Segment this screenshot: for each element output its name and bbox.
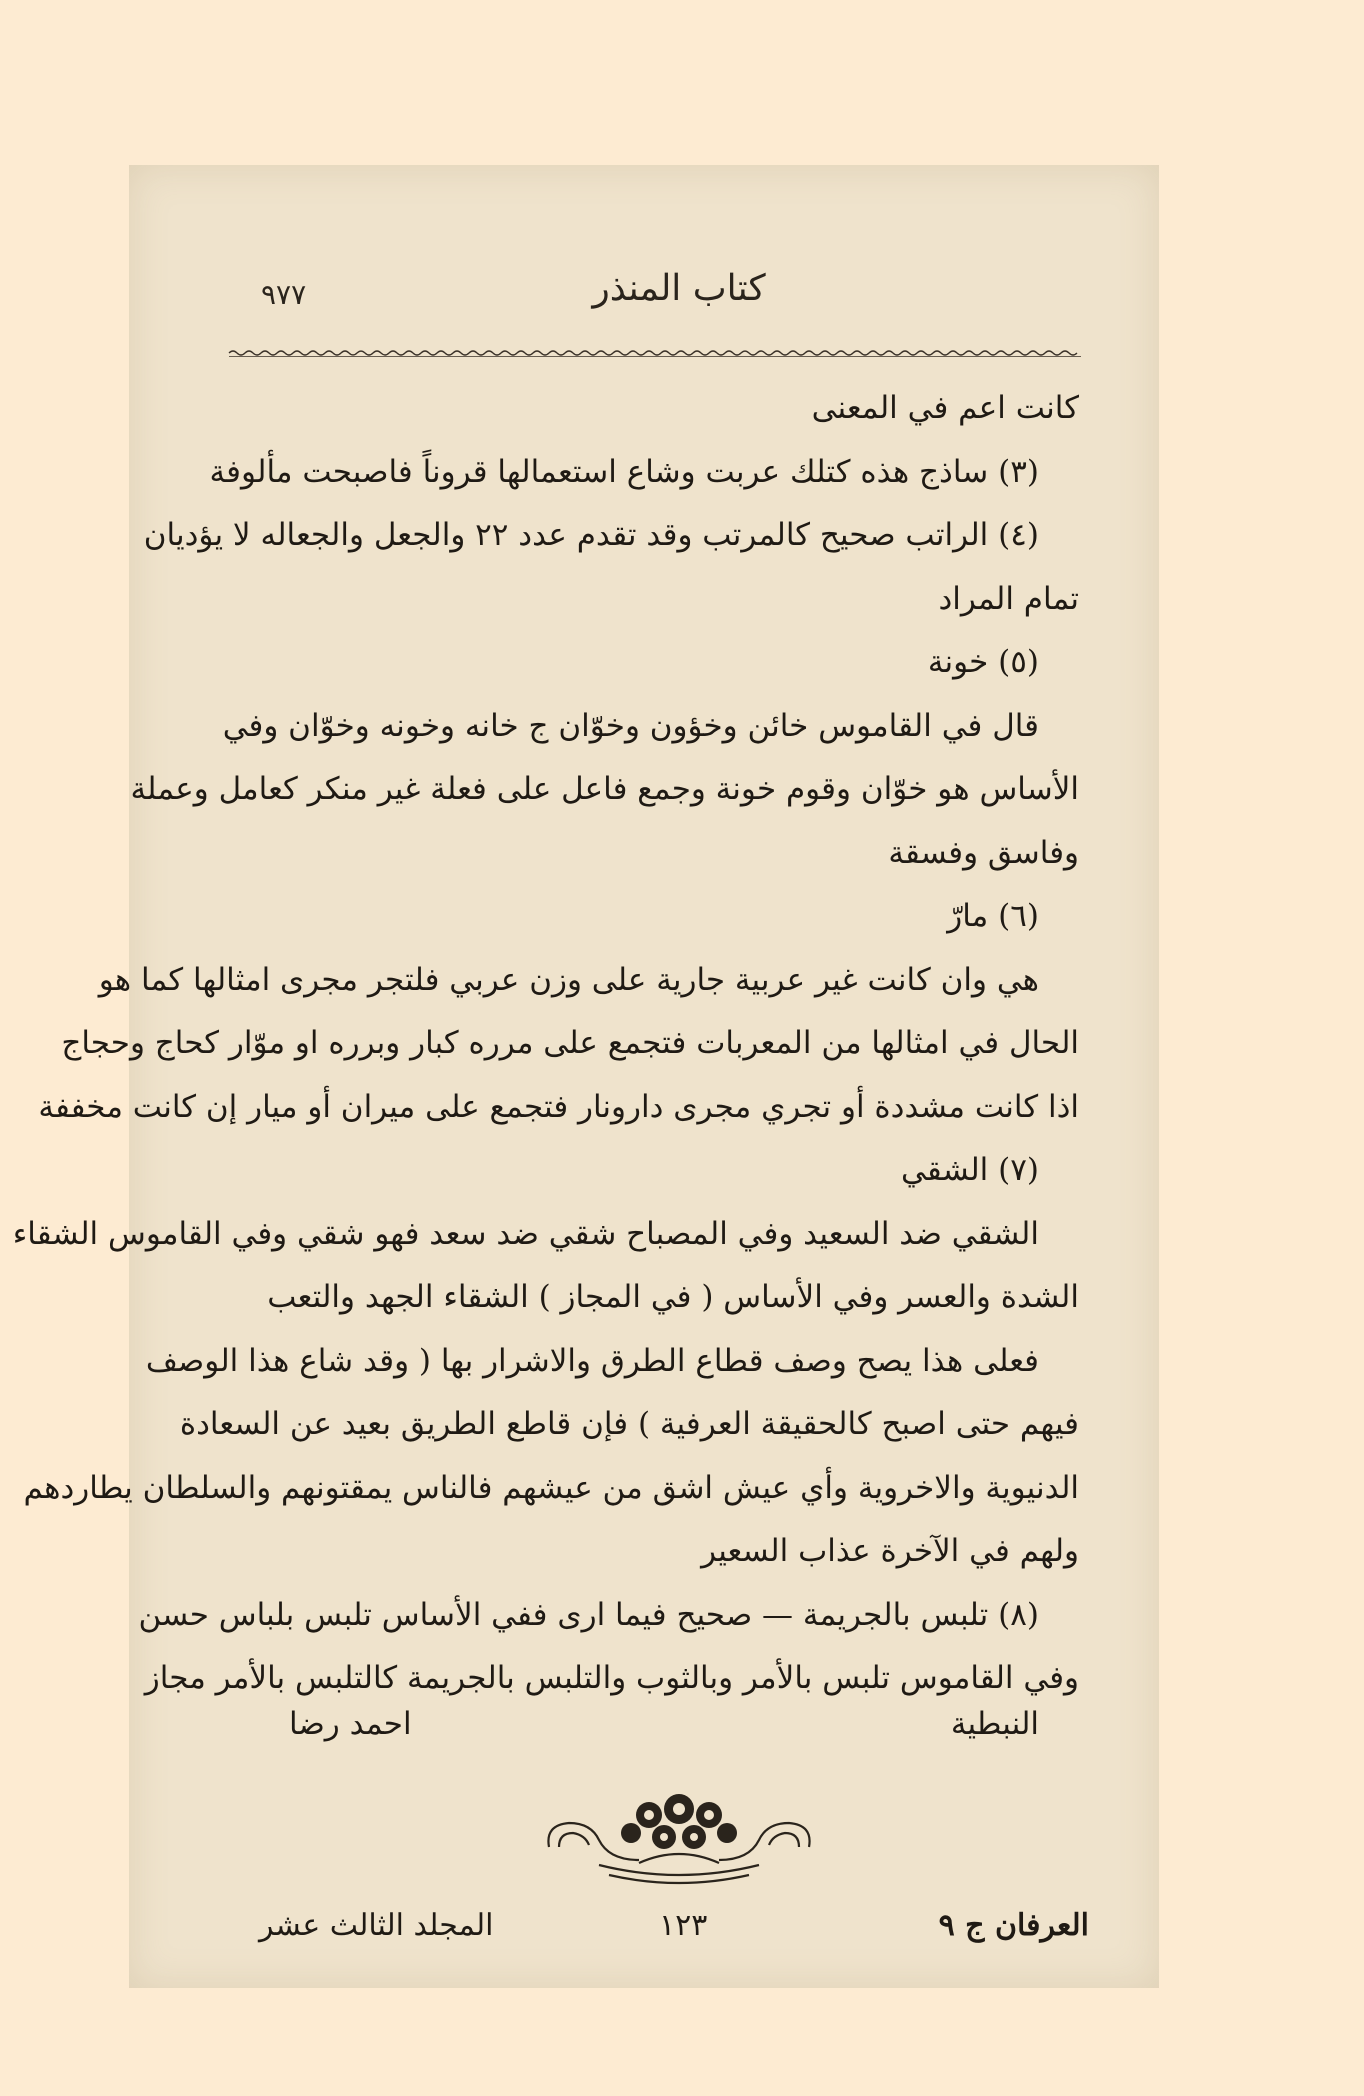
wavy-header-rule <box>229 348 1081 358</box>
body-line: الدنيوية والاخروية وأي عيش اشق من عيشهم فالناس يمقتونهم والسلطان يطاردهم <box>23 1469 1079 1506</box>
body-line: وفاسق وفسقة <box>888 834 1079 871</box>
footer-journal: العرفان ج ٩ <box>938 1908 1089 1943</box>
body-line: فيهم حتى اصبح كالحقيقة العرفية ) فإن قاطع الطريق بعيد عن السعادة <box>179 1406 1079 1442</box>
body-line: تمام المراد <box>938 580 1079 617</box>
footer-volume: المجلد الثالث عشر <box>259 1908 494 1943</box>
body-line: وفي القاموس تلبس بالأمر وبالثوب والتلبس بالجريمة كالتلبس بالأمر مجاز <box>144 1660 1079 1696</box>
body-line: (٦) مارّ <box>947 898 1039 934</box>
body-line: الأساس هو خوّان وقوم خونة وجمع فاعل على فعلة غير منكر كعامل وعملة <box>130 771 1079 807</box>
body-line: (٣) ساذج هذه كتلك عربت وشاع استعمالها قروناً فاصبحت مألوفة <box>209 453 1039 490</box>
header-page-number: ٩٧٧ <box>261 278 307 311</box>
body-line: ولهم في الآخرة عذاب السعير <box>701 1533 1079 1569</box>
body-line: اذا كانت مشددة أو تجري مجرى دارونار فتجمع على ميران أو ميار إن كانت مخففة <box>38 1088 1079 1125</box>
signature-place: النبطية <box>950 1706 1039 1742</box>
body-line: الحال في امثالها من المعربات فتجمع على مرره كبار وبرره او موّار كحاج وحجاج <box>61 1025 1079 1061</box>
body-line: (٧) الشقي <box>901 1152 1039 1188</box>
body-line: (٥) خونة <box>927 644 1039 680</box>
body-line: الشدة والعسر وفي الأساس ( في المجاز ) الشقاء الجهد والتعب <box>267 1279 1079 1315</box>
body-line: (٤) الراتب صحيح كالمرتب وقد تقدم عدد ٢٢ والجعل والجعاله لا يؤديان <box>143 517 1039 553</box>
floral-ornament-icon <box>539 1785 819 1890</box>
header-title: كتاب المنذر <box>592 268 766 309</box>
signature-row <box>279 1706 1049 1756</box>
footer-page-number: ١٢٣ <box>659 1908 708 1943</box>
body-line: هي وان كانت غير عربية جارية على وزن عربي فلتجر مجرى امثالها كما هو <box>98 961 1039 998</box>
body-line: فعلى هذا يصح وصف قطاع الطرق والاشرار بها ( وقد شاع هذا الوصف <box>145 1342 1039 1379</box>
article-body <box>12 377 1079 1711</box>
body-line: (٨) تلبس بالجريمة — صحيح فيما ارى ففي الأساس تلبس بلباس حسن <box>138 1596 1039 1633</box>
page-footer <box>259 1908 1089 1958</box>
signature-author: احمد رضا <box>289 1706 412 1742</box>
body-line: كانت اعم في المعنى <box>811 390 1079 426</box>
body-line: قال في القاموس خائن وخؤون وخوّان ج خانه وخونه وخوّان وفي <box>222 707 1039 744</box>
scanned-page <box>12 165 1159 1988</box>
body-line: الشقي ضد السعيد وفي المصباح شقي ضد سعد فهو شقي وفي القاموس الشقاء <box>12 1215 1039 1252</box>
